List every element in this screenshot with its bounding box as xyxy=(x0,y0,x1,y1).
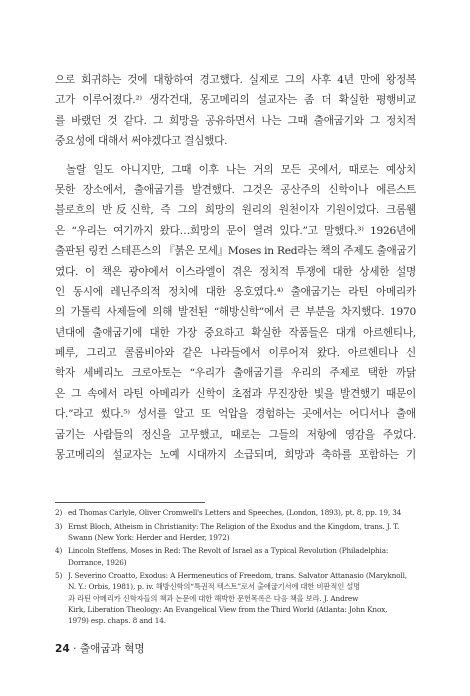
footnote-text xyxy=(68,521,417,543)
footnote-line: 과 라틴 아메리카 신학자들의 책과 논문에 대한 해박한 문헌목록은 다음 책을 보라. J. Andrew xyxy=(68,593,359,603)
footnote-number: 4) xyxy=(55,546,63,556)
text-line: 중요성에 대해서 써야겠다고 결심했다. xyxy=(55,135,228,148)
text-line: 페루, 그리고 콜롬비아와 같은 나라들에서 이루어져 왔다. 아르헨티나 신 xyxy=(55,347,416,360)
text-line: 은 그 속에서 라틴 아메리카 신학이 초점과 무진장한 빛을 발견했기 때문이 xyxy=(55,387,416,400)
text-line: 으로 회귀하는 것에 대항하여 경고했다. 실제로 그의 사후 4년 만에 왕정복 xyxy=(55,74,416,86)
footnote-number: 2) xyxy=(55,508,63,517)
footnote-line: J. Severino Croatto, Exodus: A Hermeneutics of Freedom, trans. Salvator Attanasio (Maryknoll, xyxy=(68,571,407,581)
footnote-line: 1979) esp. chaps. 8 and 14. xyxy=(68,616,166,625)
text-line: 학자 세베리노 크로아토는 “우리가 출애굽기를 우리의 주제로 택한 까닭 xyxy=(55,367,416,380)
footnote-line: ed Thomas Carlyle, Oliver Cromwell's Letters and Speeches, (London, 1893), pt. 8, pp. 19, 34 xyxy=(68,508,402,517)
text-line: 블로흐의 반反신학, 즉 그의 희망의 원리의 원천이자 기원이었다. 크롬웰 xyxy=(55,204,416,217)
text-line: 다.”라고 썼다.⁵⁾ 성서를 알고 또 억압을 경험하는 곳에서는 어디서나 출애 xyxy=(55,408,416,421)
text-line: 였다. 이 책은 광야에서 이스라엘이 겪은 정치적 투쟁에 대한 상세한 설명 xyxy=(55,265,416,278)
footnotes xyxy=(55,507,417,629)
footnote-line: Ernst Bloch, Atheism in Christianity: The Religion of the Exodus and the Kingdom, trans. J. T. xyxy=(68,521,400,531)
text-line: 를 바랬던 것 같다. 그 희망을 공유하면서 나는 그때 출애굽기와 그 정치적 xyxy=(55,114,416,127)
page-number: 24 xyxy=(55,643,70,655)
running-title: 출애굽과 혁명 xyxy=(79,643,145,655)
text-line: 고가 이루어졌다.²⁾ 생각건대, 몽고메리의 설교자는 좀 더 확실한 평행비교 xyxy=(55,94,416,107)
footnote xyxy=(55,570,417,626)
text-line: 인 동시에 레닌주의적 정치에 대한 옹호였다.⁴⁾ 출애굽기는 라틴 아메리카 xyxy=(55,285,416,298)
footnote-text xyxy=(68,570,417,626)
footnote xyxy=(55,545,417,567)
footer-separator: · xyxy=(73,643,77,655)
text-line: 출판된 링컨 스테픈스의 『붉은 모세』Moses in Red라는 책의 주제도 출애굽기 xyxy=(55,245,416,258)
footnote-line: N. Y.: Orbis, 1981), p. iv. 해방신학의“특권적 텍스트”로서 출애굽기서에 대한 비판적인 설명 xyxy=(68,582,361,592)
main-text xyxy=(55,70,416,465)
page-footer xyxy=(55,641,145,656)
text-line: 몽고메리의 설교자는 노예 시대까지 소급되며, 희망과 축하를 포함하는 기 xyxy=(55,449,416,462)
text-line: 은 “우리는 여기까지 왔다…희망의 문이 열려 있다.”고 말했다.³⁾ 1926년에 xyxy=(55,224,416,237)
footnote-line: Kirk, Liberation Theology: An Evangelical View from the Third World (Atlanta: John Knox, xyxy=(68,604,388,614)
text-line: 년대에 출애굽기에 대한 가장 중요하고 확실한 작품들은 대개 아르헨티나, xyxy=(55,326,416,339)
text-line: 못한 장소에서, 출애굽기를 발견했다. 그것은 공산주의 신학이나 에른스트 xyxy=(55,183,416,196)
footnote xyxy=(55,507,417,518)
footnote-line: Lincoln Steffens, Moses in Red: The Revolt of Israel as a Typical Revolution (Philadelphia: xyxy=(68,546,389,556)
text-line: 놀랄 일도 아니지만, 그때 이후 나는 거의 모든 곳에서, 때로는 예상치 xyxy=(66,163,416,176)
footnote-text xyxy=(68,545,417,567)
text-line: 의 가톨릭 사제들에 의해 발전된 “해방신학”에서 큰 부분을 차지했다. 1970 xyxy=(55,306,416,319)
footnote-text xyxy=(68,507,417,518)
text-line: 굽기는 사람들의 정신을 고무했고, 때로는 그들의 저항에 영감을 주었다. xyxy=(55,428,416,441)
footnote-divider xyxy=(55,502,205,503)
paragraph-gap xyxy=(55,152,416,160)
footnote-number: 3) xyxy=(55,521,63,531)
footnote-line: Swann (New York: Herder and Herder, 1972) xyxy=(68,532,230,542)
footnote xyxy=(55,521,417,543)
footnote-line: Dorrance, 1926) xyxy=(68,557,127,567)
footnote-number: 5) xyxy=(55,571,63,581)
